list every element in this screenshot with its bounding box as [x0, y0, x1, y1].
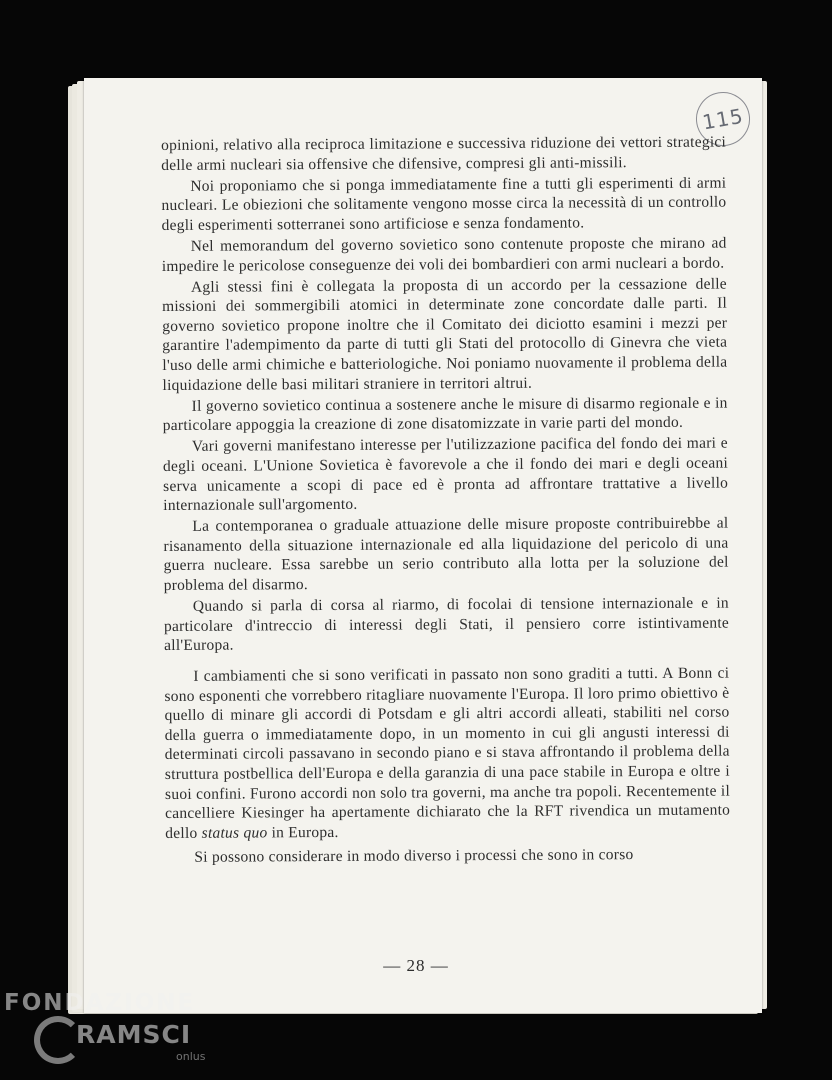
paragraph-9-tail: in Europa. [267, 823, 339, 842]
paragraph-9-text: I cambiamenti che si sono verificati in passato non sono graditi a tutti. A Bonn ci sono esponenti che vorrebbero ritagliare nuovamente l'Europa. Il loro primo obiettivo è quello di minare gli accordi di Potsdam e gli altri accordi alleati, stabiliti nel corso della guerra o immediatamente dopo, in un momento in cui gli angusti interessi di determinati circoli passavano in secondo piano e si stava affrontando il problema della struttura postbellica dell'Europa e della garanzia di una pace stabile in Europa e oltre i suoi confini. Furono accordi non solo tra governi, ma anche tra popoli. Recentemente il cancelliere Kiesinger ha apertamente dichiarato che la RFT rivendica un mutamento dello [164, 664, 731, 842]
watermark-line2: RAMSCI [76, 1020, 192, 1049]
paragraph-9-italic: status quo [201, 824, 268, 842]
paragraph-8: Quando si parla di corsa al riarmo, di focolai di tensione internazionale e in particolare d'intreccio di interessi degli Stati, il pensiero corre istintivamente all'Europa. [163, 594, 730, 655]
paragraph-5: Il governo sovietico continua a sostenere anche le misure di disarmo regionale e in particolare appoggia la creazione di zone disatomizzate in varie parti del mondo. [162, 394, 728, 435]
paragraph-3: Nel memorandum del governo sovietico sono contenute proposte che mirano ad impedire le pericolose conseguenze dei voli dei bombardieri con armi nucleari a bordo. [161, 234, 727, 275]
paragraph-4: Agli stessi fini è collegata la proposta di un accordo per la cessazione delle missioni dei sommergibili atomici in determinate zone concordate dalle parti. Il governo sovietico propone inoltre che il Comitato dei diciotto esamini i mezzi per garantire l'adempimento da parte di tutti gli Stati del protocollo di Ginevra che vieta l'uso delle armi chimiche e batteriologiche. Noi poniamo nuovamente il problema della liquidazione delle basi militari straniere in territori altrui. [161, 275, 728, 394]
paragraph-1: opinioni, relativo alla reciproca limitazione e successiva riduzione dei vettori strategici delle armi nucleari sia offensive che difensive, compresi gli anti-missili. [161, 133, 727, 174]
watermark-line1: FONDAZIONE [4, 990, 196, 1016]
paragraph-7: La contemporanea o graduale attuazione delle misure proposte contribuirebbe al risanamento della situazione internazionale ed alla liquidazione del pericolo di una guerra nucleare. Essa sarebbe un serio contributo alla lotta per la soluzione del problema del disarmo. [163, 514, 729, 595]
paragraph-10: Si possono considerare in modo diverso i processi che sono in corso [194, 846, 634, 867]
watermark-line3: onlus [176, 1050, 206, 1063]
paragraph-2: Noi proponiamo che si ponga immediatamente fine a tutti gli esperimenti di armi nucleari. Le obiezioni che solitamente vengono mosse circa la necessità di un controllo degli esperimenti sotterranei sono artificiose e senza fondamento. [161, 174, 727, 234]
body-text [161, 133, 730, 870]
paragraph-9 [164, 663, 730, 843]
handwritten-page-number: 115 [692, 88, 755, 151]
paragraph-6: Vari governi manifestano interesse per l'utilizzazione pacifica del fondo dei mari e degli oceani. L'Unione Sovietica è favorevole a che il fondo dei mari e degli oceani serva unicamente a scopi di pace ed è pronta ad affrontare trattative a livello internazionale sull'argomento. [162, 434, 729, 515]
page-number: — 28 — [383, 956, 449, 975]
watermark-g-icon [34, 1016, 82, 1064]
watermark-logo [4, 990, 224, 1076]
